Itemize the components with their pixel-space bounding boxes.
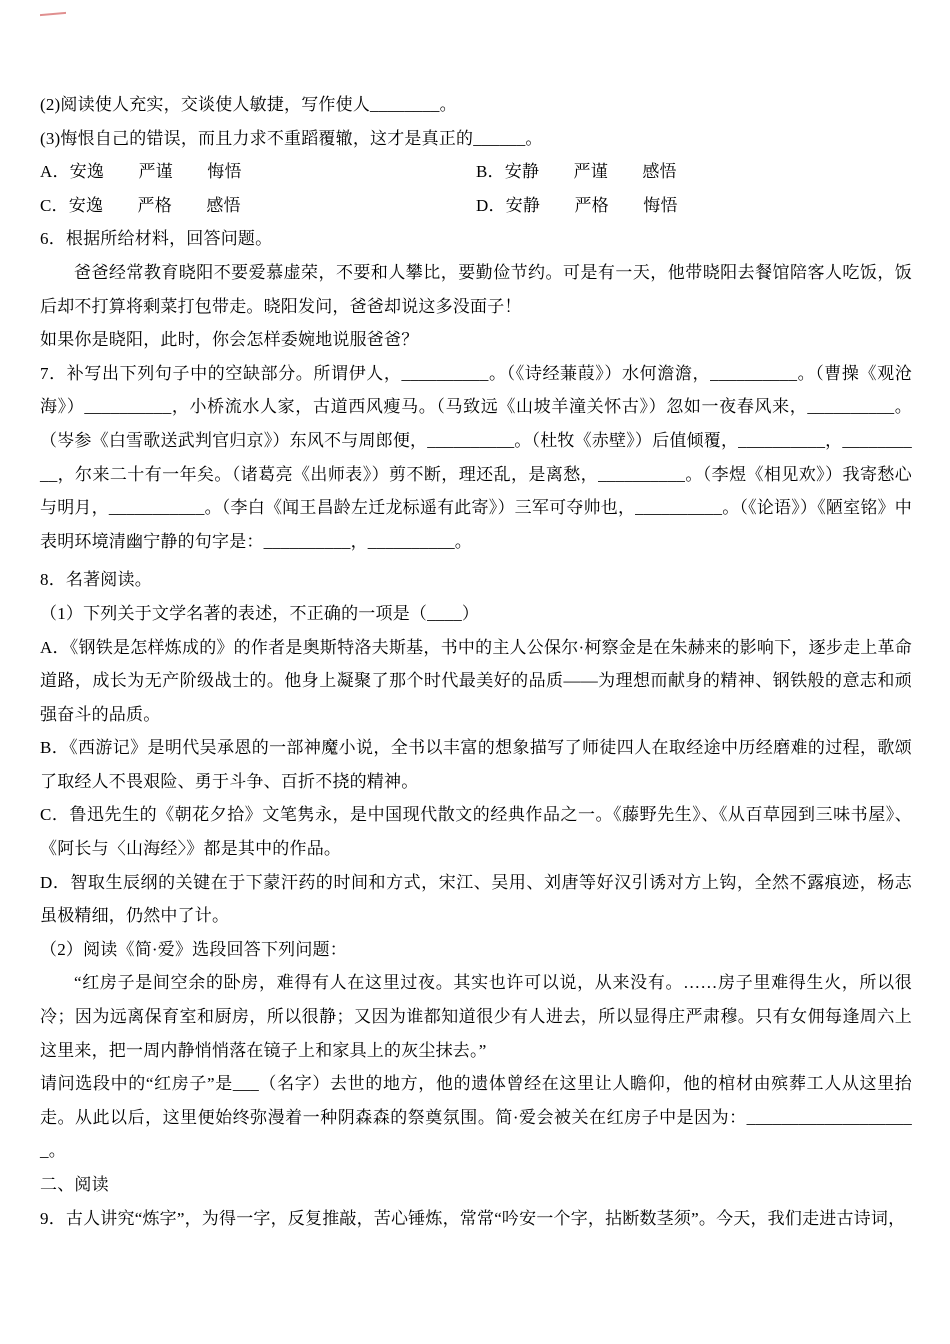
question-8-1-stem: （1）下列关于文学名著的表述，不正确的一项是（____） xyxy=(40,603,480,623)
choice-option-b: B．安静 严谨 感悟 xyxy=(476,162,677,182)
question-8-1-option-b: B．《西游记》是明代吴承恩的一部神魔小说，全书以丰富的想象描写了师徒四人在取经途中历经磨难的过程，歌颂了取经人不畏艰险、勇于斗争、百折不挠的精神。 xyxy=(40,738,912,791)
fill-blank-item-2: (2)阅读使人充实，交谈使人敏捷，写作使人________。 xyxy=(40,95,457,114)
section-2-heading: 二、阅读 xyxy=(40,1175,109,1194)
fill-blank-item-3: (3)悔恨自己的错误，而且力求不重蹈覆辙，这才是真正的______。 xyxy=(40,128,543,148)
question-8-2-prompt: 请问选段中的“红房子”是___（名字）去世的地方，他的遗体曾经在这里让人瞻仰，他的棺材由殡葬工人从这里抬走。从此以后，这里便始终弥漫着一种阴森森的祭奠氛围。简·爱会被关在红房子中是因为：____________________。 xyxy=(40,1074,912,1161)
question-8-1-option-a: A．《钢铁是怎样炼成的》的作者是奥斯特洛夫斯基，书中的主人公保尔·柯察金是在朱赫来的影响下，逐步走上革命道路，成长为无产阶级战士的。他身上凝聚了那个时代最美好的品质——为理想而献身的精神、钢铁般的意志和顽强奋斗的品质。 xyxy=(40,637,912,724)
question-7-dictation: 7．补写出下列句子中的空缺部分。所谓伊人，__________。（《诗经蒹葭》）水何澹澹，__________。（曹操《观沧海》）__________，小桥流水人家，古道西风瘦马。（马致远《山坡羊潼关怀古》）忽如一夜春风来，__________。（岑参《白雪歌送武判官归京》）东风不与周郎便，__________。（杜牧《赤壁》）后值倾覆，__________，__________，尔来二十有一年矣。（诸葛亮《出师表》）剪不断，理还乱，是离愁，__________。（李煜《相见欢》）我寄愁心与明月，___________。（李白《闻王昌龄左迁龙标遥有此寄》）三军可夺帅也，__________。（《论语》）《陋室铭》中表明环境清幽宁静的句字是：__________，__________。 xyxy=(40,363,912,551)
jane-eyre-excerpt: “红房子是间空余的卧房，难得有人在这里过夜。其实也许可以说，从来没有。……房子里难得生火，所以很冷；因为远离保育室和厨房，所以很静；又因为谁都知道很少有人进去，所以显得庄严肃穆。只有女佣每逢周六上这里来，把一周内静悄悄落在镜子上和家具上的灰尘抹去。” xyxy=(40,973,912,1060)
choice-option-d: D．安静 严格 悔悟 xyxy=(476,195,678,215)
choice-row-a-b xyxy=(40,155,912,189)
question-6-material: 爸爸经常教育晓阳不要爱慕虚荣，不要和人攀比，要勤俭节约。可是有一天，他带晓阳去餐馆陪客人吃饭，饭后却不打算将剩菜打包带走。晓阳发问，爸爸却说这多没面子！ xyxy=(40,262,912,316)
question-8-1-option-c: C．鲁迅先生的《朝花夕拾》文笔隽永，是中国现代散文的经典作品之一。《藤野先生》、《从百草园到三味书屋》、《阿长与〈山海经〉》都是其中的作品。 xyxy=(40,805,912,859)
question-9-intro: 9．古人讲究“炼字”，为得一字，反复推敲，苦心锤炼，常常“吟安一个字，拈断数茎须”。今天，我们走进古诗词， xyxy=(40,1208,906,1228)
choice-option-c: C．安逸 严格 感悟 xyxy=(40,195,241,215)
page-corner-mark xyxy=(40,6,66,16)
question-8-1-option-d: D．智取生辰纲的关键在于下蒙汗药的时间和方式，宋江、吴用、刘唐等好汉引诱对方上钩，全然不露痕迹，杨志虽极精细，仍然中了计。 xyxy=(40,872,912,926)
question-8-title: 8．名著阅读。 xyxy=(40,570,152,590)
question-6-prompt: 如果你是晓阳，此时，你会怎样委婉地说服爸爸？ xyxy=(40,330,419,350)
question-6-title: 6．根据所给材料，回答问题。 xyxy=(40,229,273,249)
choice-row-c-d xyxy=(40,189,912,223)
question-8-2-stem: （2）阅读《简·爱》选段回答下列问题： xyxy=(40,939,347,959)
choice-option-a: A．安逸 严谨 悔悟 xyxy=(40,162,242,182)
